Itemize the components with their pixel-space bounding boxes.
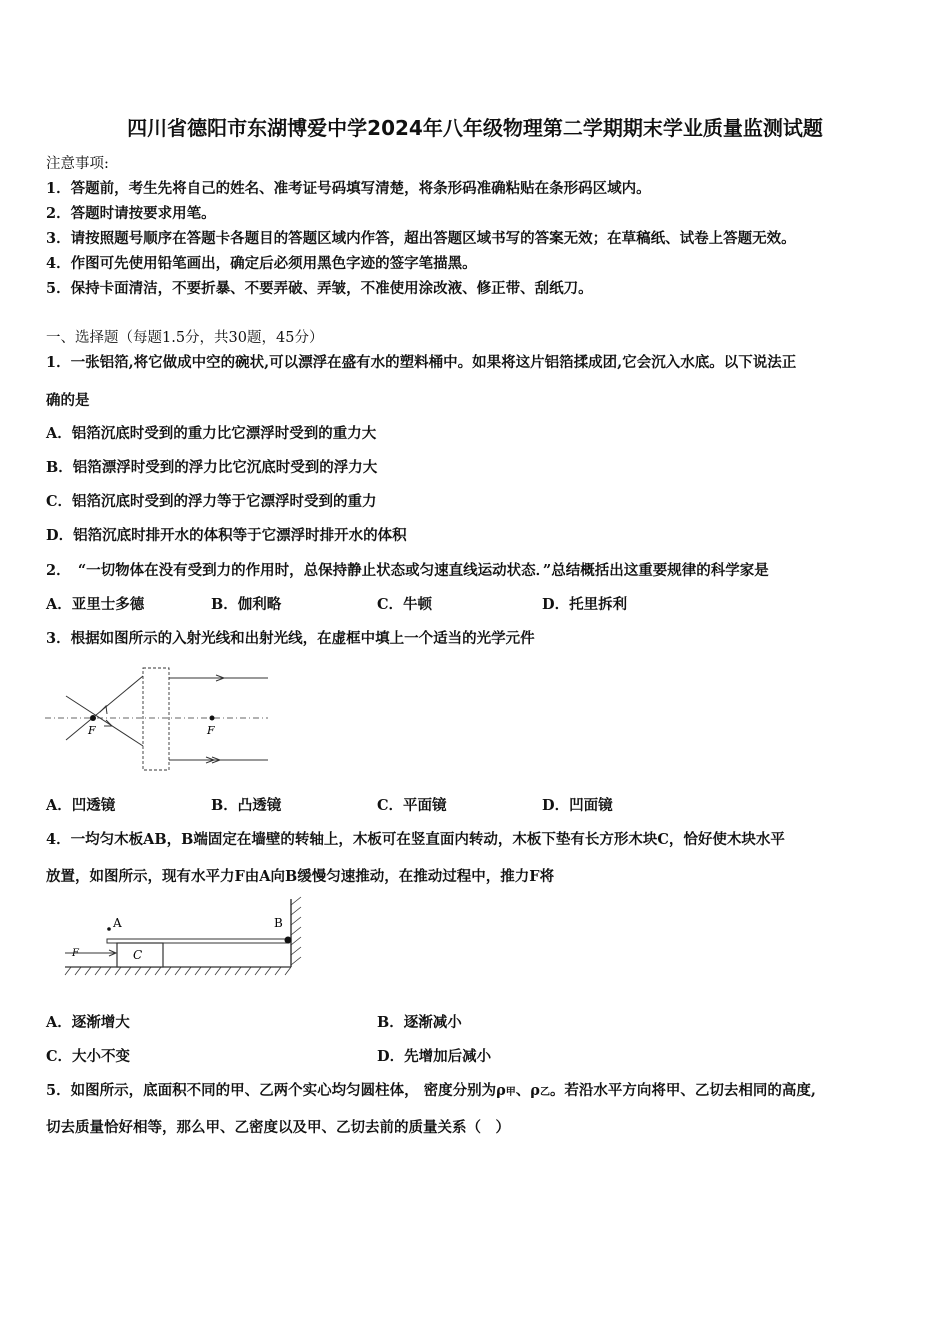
q5-sub-jia: 甲	[505, 1087, 516, 1098]
notice-item-5: 5．保持卡面清洁，不要折暴、不要弄破、弄皱，不准使用涂改液、修正带、刮纸刀。	[46, 280, 593, 297]
q1-stem-line1: 1．一张铝箔,将它做成中空的碗状,可以漂浮在盛有水的塑料桶中。如果将这片铝箔揉成团,它会沉入水底。以下说法正	[46, 354, 797, 371]
wall-hatch	[291, 897, 301, 965]
q4-option-b: B．逐渐减小	[377, 1014, 462, 1031]
focal-label-right: F	[207, 724, 215, 737]
q5-stem-line2: 切去质量恰好相等，那么甲、乙密度以及甲、乙切去前的质量关系（ ）	[46, 1119, 510, 1136]
q2-option-d: D．托里拆利	[542, 596, 628, 613]
q5-stem-part1: 5．如图所示，底面积不同的甲、乙两个实心均匀圆柱体， 密度分别为ρ	[46, 1082, 506, 1099]
notice-item-3: 3．请按照题号顺序在答题卡各题目的答题区域内作答，超出答题区域书写的答案无效；在草稿纸、试卷上答题无效。	[46, 230, 796, 247]
q5-stem-mid: 、ρ	[515, 1082, 540, 1099]
q1-option-d: D．铝箔沉底时排开水的体积等于它漂浮时排开水的体积	[46, 527, 407, 544]
label-c: C	[133, 948, 143, 962]
q3-option-b: B．凸透镜	[211, 797, 282, 814]
label-b: B	[274, 916, 283, 930]
notice-item-1: 1．答题前，考生先将自己的姓名、准考证号码填写清楚，将条形码准确粘贴在条形码区域内。	[46, 180, 651, 197]
q2-stem: 2． “一切物体在没有受到力的作用时，总保持静止状态或匀速直线运动状态．”总结概括出这重要规律的科学家是	[46, 562, 769, 579]
q2-option-a: A．亚里士多德	[46, 596, 145, 613]
q1-option-a: A．铝箔沉底时受到的重力比它漂浮时受到的重力大	[46, 425, 377, 442]
q3-option-d: D．凹面镜	[542, 797, 613, 814]
arrow-icon-ray2	[100, 706, 107, 714]
focal-point-left	[90, 715, 96, 721]
q1-option-b: B．铝箔漂浮时受到的浮力比它沉底时受到的浮力大	[46, 459, 378, 476]
q3-option-c: C．平面镜	[377, 797, 447, 814]
q4-stem-line2: 放置，如图所示，现有水平力F由A向B缓慢匀速推动，在推动过程中，推力F将	[46, 868, 555, 885]
focal-point-right	[210, 716, 215, 721]
pivot-b	[285, 937, 292, 944]
label-a: A	[113, 916, 122, 930]
q4-option-d: D．先增加后减小	[377, 1048, 492, 1065]
q1-option-c: C．铝箔沉底时受到的浮力等于它漂浮时受到的重力	[46, 493, 377, 510]
q3-optics-figure	[40, 660, 280, 780]
section-heading: 一、选择题（每题1.5分，共30题，45分）	[46, 330, 324, 346]
ray-incident-1	[66, 696, 143, 746]
q5-stem-line1	[46, 1079, 816, 1100]
point-a	[107, 927, 111, 931]
q4-stem-line1: 4．一均匀木板AB，B端固定在墙壁的转轴上，木板可在竖直面内转动，木板下垫有长方形木块C，恰好使木块水平	[46, 831, 785, 848]
notice-heading: 注意事项:	[46, 156, 109, 172]
q4-option-c: C．大小不变	[46, 1048, 131, 1065]
q2-option-c: C．牛顿	[377, 596, 433, 613]
q1-stem-line2: 确的是	[46, 392, 90, 409]
ground-hatch	[65, 967, 291, 975]
q5-stem-part2: 。若沿水平方向将甲、乙切去相同的高度,	[549, 1082, 816, 1099]
notice-item-4: 4．作图可先使用铅笔画出，确定后必须用黑色字迹的签字笔描黑。	[46, 255, 477, 272]
focal-label-left: F	[88, 724, 96, 737]
q4-lever-figure	[55, 895, 315, 990]
q3-stem: 3．根据如图所示的入射光线和出射光线，在虚框中填上一个适当的光学元件	[46, 630, 535, 647]
q2-option-b: B．伽利略	[211, 596, 282, 613]
page-title: 四川省德阳市东湖博爱中学2024年八年级物理第二学期期末学业质量监测试题	[127, 116, 823, 140]
notice-item-2: 2．答题时请按要求用笔。	[46, 205, 216, 222]
label-f: F	[72, 948, 79, 959]
dashed-box	[143, 668, 169, 770]
q4-option-a: A．逐渐增大	[46, 1014, 130, 1031]
q5-sub-yi: 乙	[539, 1087, 550, 1098]
q3-option-a: A．凹透镜	[46, 797, 116, 814]
